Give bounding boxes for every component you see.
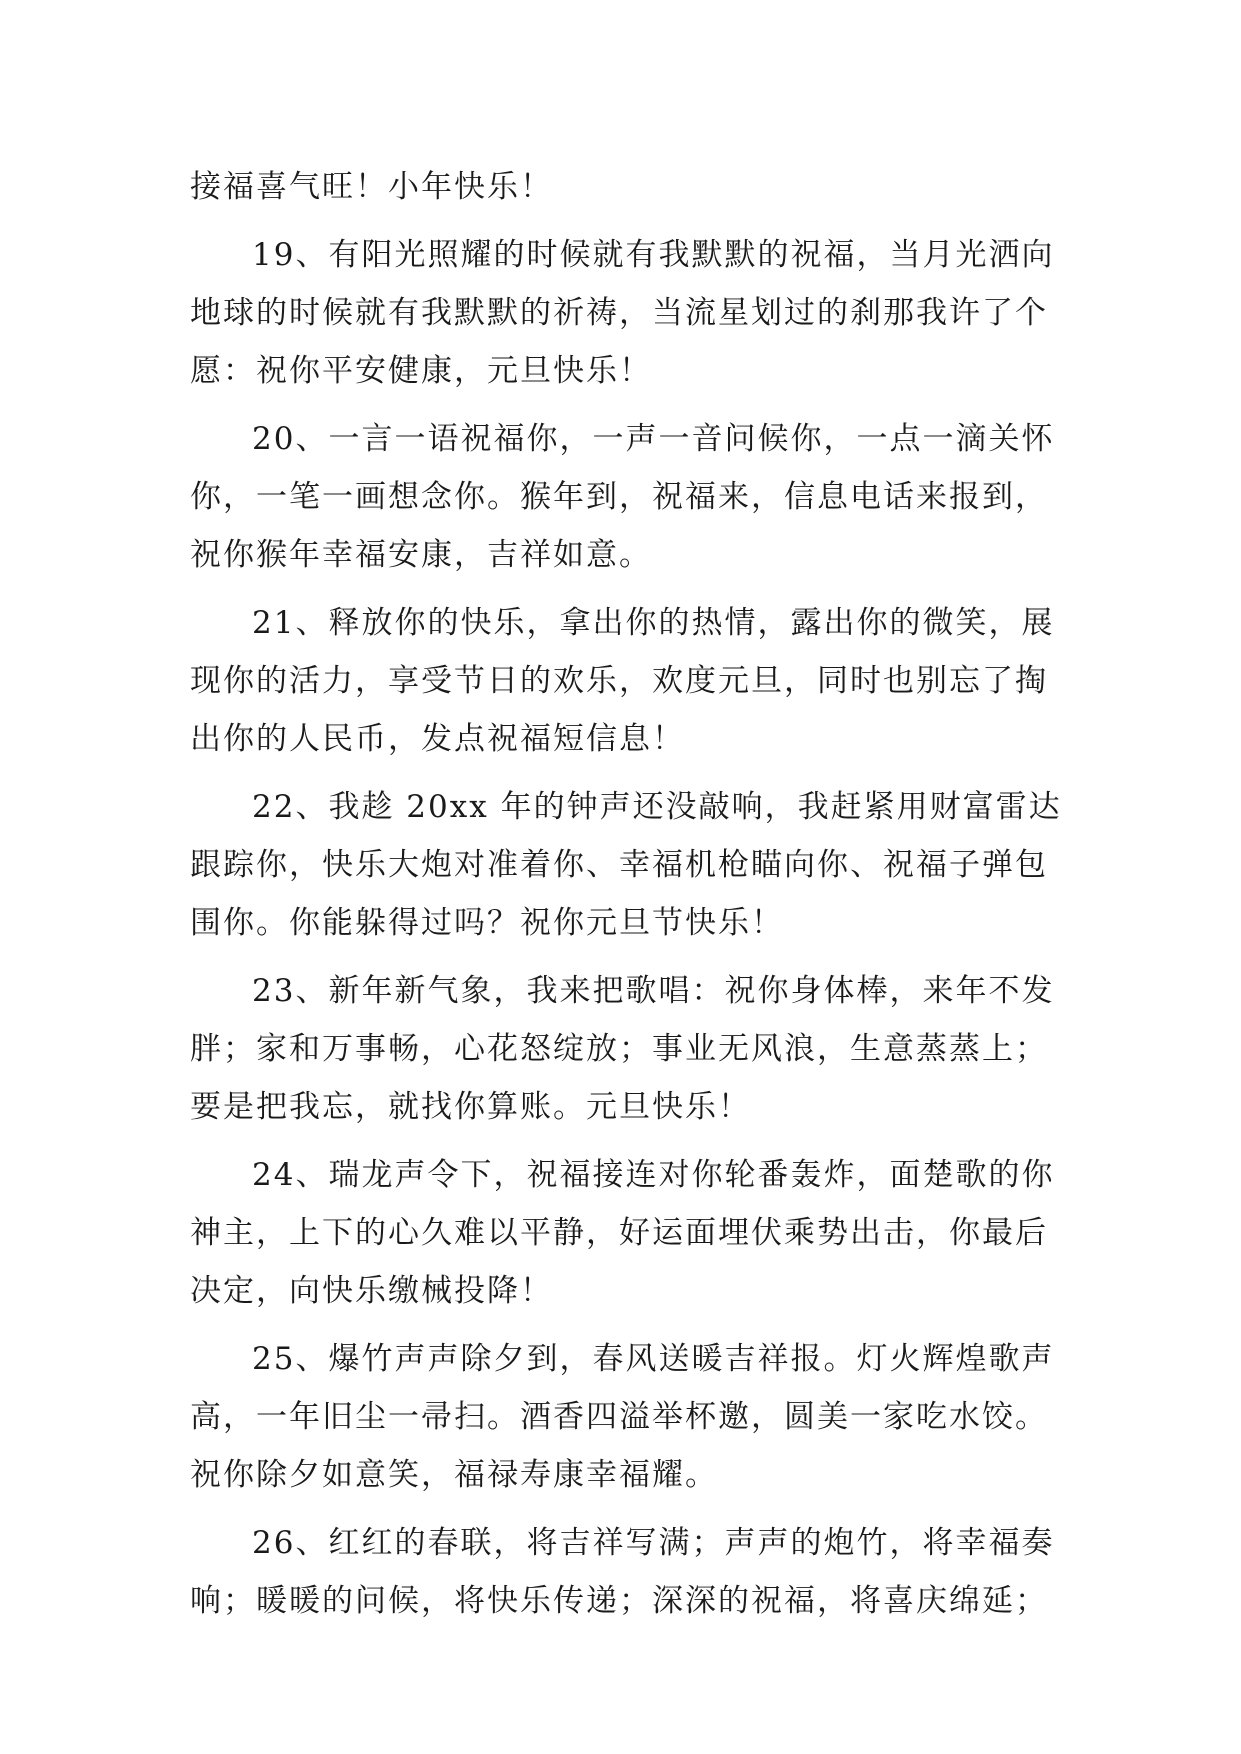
text-line: 响；暖暖的问候，将快乐传递；深深的祝福，将喜庆绵延； [190, 1583, 1048, 1619]
text-line: 决定，向快乐缴械投降！ [190, 1273, 553, 1309]
text-line: 26、红红的春联，将吉祥写满；声声的炮竹，将幸福奏 [252, 1525, 1055, 1561]
text-line: 出你的人民币，发点祝福短信息！ [190, 721, 685, 757]
paragraph-25 [190, 1330, 1070, 1504]
text-line: 跟踪你，快乐大炮对准着你、幸福机枪瞄向你、祝福子弹包 [190, 847, 1048, 883]
paragraph-23 [190, 962, 1070, 1136]
document-body [190, 158, 1070, 1630]
text-line: 要是把我忘，就找你算账。元旦快乐！ [190, 1089, 751, 1125]
text-line: 接福喜气旺！小年快乐！ [190, 169, 553, 205]
paragraph-continuation [190, 158, 1070, 216]
text-line: 24、瑞龙声令下，祝福接连对你轮番轰炸，面楚歌的你 [252, 1157, 1055, 1193]
paragraph-19 [190, 226, 1070, 400]
text-line: 祝你除夕如意笑，福禄寿康幸福耀。 [190, 1457, 718, 1493]
text-line: 高，一年旧尘一帚扫。酒香四溢举杯邀，圆美一家吃水饺。 [190, 1399, 1048, 1435]
paragraph-22 [190, 778, 1070, 952]
text-line: 愿：祝你平安健康，元旦快乐！ [190, 353, 652, 389]
paragraph-21 [190, 594, 1070, 768]
text-line: 神主，上下的心久难以平静，好运面埋伏乘势出击，你最后 [190, 1215, 1048, 1251]
text-line: 25、爆竹声声除夕到，春风送暖吉祥报。灯火辉煌歌声 [252, 1341, 1055, 1377]
paragraph-24 [190, 1146, 1070, 1320]
text-line: 胖；家和万事畅，心花怒绽放；事业无风浪，生意蒸蒸上； [190, 1031, 1048, 1067]
text-line: 21、释放你的快乐，拿出你的热情，露出你的微笑，展 [252, 605, 1055, 641]
paragraph-20 [190, 410, 1070, 584]
text-line: 22、我趁 20xx 年的钟声还没敲响，我赶紧用财富雷达 [252, 789, 1062, 825]
text-line: 你，一笔一画想念你。猴年到，祝福来，信息电话来报到， [190, 479, 1048, 515]
text-line: 现你的活力，享受节日的欢乐，欢度元旦，同时也别忘了掏 [190, 663, 1048, 699]
text-line: 围你。你能躲得过吗？祝你元旦节快乐！ [190, 905, 784, 941]
text-line: 地球的时候就有我默默的祈祷，当流星划过的刹那我许了个 [190, 295, 1048, 331]
paragraph-26 [190, 1514, 1070, 1630]
text-line: 20、一言一语祝福你，一声一音问候你，一点一滴关怀 [252, 421, 1055, 457]
text-line: 23、新年新气象，我来把歌唱：祝你身体棒，来年不发 [252, 973, 1055, 1009]
text-line: 祝你猴年幸福安康，吉祥如意。 [190, 537, 652, 573]
text-line: 19、有阳光照耀的时候就有我默默的祝福，当月光洒向 [252, 237, 1055, 273]
